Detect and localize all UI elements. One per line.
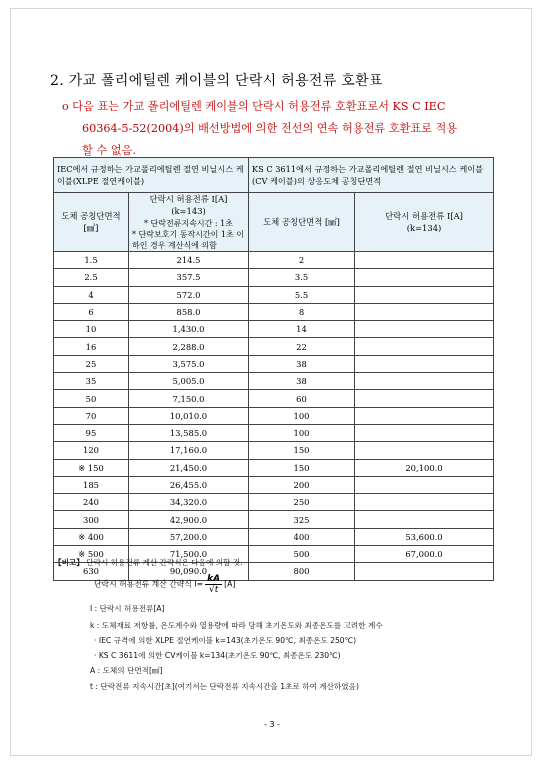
cell-iec-area: 240 [54, 494, 129, 511]
group-header-ks: KS C 3611에서 규정하는 가교폴리에틸렌 절연 비닐시스 케이블(CV 케이블)의 상응도체 공칭단면적 [249, 158, 494, 193]
cell-ks-area: 38 [249, 373, 355, 390]
cell-iec-current: 57,200.0 [129, 528, 249, 545]
cell-ks-current [355, 252, 494, 269]
cell-ks-area: 150 [249, 442, 355, 459]
cell-iec-current: 214.5 [129, 252, 249, 269]
cell-ks-current [355, 286, 494, 303]
table-column-header [54, 193, 494, 252]
cell-iec-current: 3,575.0 [129, 355, 249, 372]
table-row [54, 424, 494, 441]
cell-ks-current [355, 269, 494, 286]
cell-iec-area: 70 [54, 407, 129, 424]
cell-iec-area: 50 [54, 390, 129, 407]
cell-iec-current: 572.0 [129, 286, 249, 303]
formula-unit: [A] [224, 579, 236, 589]
cell-iec-current: 858.0 [129, 303, 249, 320]
table-row [54, 286, 494, 303]
cell-ks-area: 5.5 [249, 286, 355, 303]
cell-iec-current: 10,010.0 [129, 407, 249, 424]
col-header-iec-cond2: * 단락보호기 동작시간이 1초 이하인 경우 계산식에 의함 [132, 230, 244, 250]
table-row [54, 321, 494, 338]
section-title: 2. 가교 폴리에틸렌 케이블의 단락시 허용전류 호환표 [50, 73, 383, 89]
cell-iec-area: 2.5 [54, 269, 129, 286]
table-row [54, 476, 494, 493]
col-header-iec-current [129, 193, 249, 252]
table-row [54, 459, 494, 476]
intro-line-1: o 다음 표는 가교 폴리에틸렌 케이블의 단락시 허용전류 호환표로서 KS C IEC [62, 100, 446, 113]
cell-ks-area: 200 [249, 476, 355, 493]
cell-ks-current [355, 373, 494, 390]
cell-iec-current: 21,450.0 [129, 459, 249, 476]
cell-ks-current: 53,600.0 [355, 528, 494, 545]
col-header-ks-current-title: 단락시 허용전류 I[A] [385, 211, 463, 221]
cell-ks-current [355, 338, 494, 355]
cell-ks-current [355, 321, 494, 338]
table-row [54, 390, 494, 407]
cell-ks-current [355, 563, 494, 580]
cell-ks-current [355, 424, 494, 441]
group-header-iec: IEC에서 규정하는 가교폴리에틸렌 절연 비닐시스 케이블(XLPE 절연케이블) [54, 158, 249, 193]
table-row [54, 252, 494, 269]
cell-ks-current [355, 407, 494, 424]
intro-paragraph [62, 96, 500, 162]
cell-ks-area: 800 [249, 563, 355, 580]
cell-ks-area: 3.5 [249, 269, 355, 286]
cell-iec-area: ※ 500 [54, 546, 129, 563]
cell-iec-area: 120 [54, 442, 129, 459]
table-row [54, 528, 494, 545]
cell-ks-area: 400 [249, 528, 355, 545]
table-row [54, 338, 494, 355]
col-header-ks-current [355, 193, 494, 252]
cell-ks-area: 325 [249, 511, 355, 528]
table-row [54, 303, 494, 320]
cell-iec-current: 13,585.0 [129, 424, 249, 441]
table-body [54, 252, 494, 581]
remark-text: 단락시 허용전류 계산 간략식은 다음에 의할 것. [86, 558, 243, 567]
conversion-table [53, 157, 494, 581]
cell-iec-current: 17,160.0 [129, 442, 249, 459]
cell-ks-current [355, 511, 494, 528]
cell-iec-current: 1,430.0 [129, 321, 249, 338]
cell-ks-area: 22 [249, 338, 355, 355]
cell-iec-area: 1.5 [54, 252, 129, 269]
table-row [54, 494, 494, 511]
cell-iec-current: 34,320.0 [129, 494, 249, 511]
formula-denominator: √t [208, 585, 219, 595]
cell-iec-area: 10 [54, 321, 129, 338]
table-row [54, 511, 494, 528]
cell-ks-current: 67,000.0 [355, 546, 494, 563]
cell-ks-current [355, 303, 494, 320]
cell-ks-current: 20,100.0 [355, 459, 494, 476]
cell-iec-current: 7,150.0 [129, 390, 249, 407]
formula [94, 574, 236, 595]
cell-ks-current [355, 355, 494, 372]
cell-ks-area: 38 [249, 355, 355, 372]
cell-ks-area: 8 [249, 303, 355, 320]
note-k-ks: · KS C 3611에 의한 CV케이블 k=134(초기온도 90℃, 최종온도 230℃) [94, 651, 341, 660]
table-group-header [54, 158, 494, 193]
cell-ks-area: 2 [249, 252, 355, 269]
col-header-ks-area: 도체 공칭단면적 [㎟] [249, 193, 355, 252]
cell-ks-current [355, 494, 494, 511]
cell-iec-area: ※ 150 [54, 459, 129, 476]
col-header-ks-k: (k=134) [406, 223, 442, 233]
formula-fraction [205, 574, 222, 595]
cell-ks-area: 60 [249, 390, 355, 407]
remark-label: 【비고】 [54, 558, 84, 567]
cell-ks-current [355, 476, 494, 493]
cell-iec-current: 357.5 [129, 269, 249, 286]
cell-ks-area: 100 [249, 407, 355, 424]
note-a: A : 도체의 단면적[㎟] [90, 666, 163, 675]
cell-iec-current: 5,005.0 [129, 373, 249, 390]
table-row [54, 355, 494, 372]
note-i: I : 단락시 허용전류[A] [90, 604, 165, 613]
cell-ks-area: 500 [249, 546, 355, 563]
cell-ks-area: 100 [249, 424, 355, 441]
cell-ks-area: 150 [249, 459, 355, 476]
cell-iec-area: 95 [54, 424, 129, 441]
cell-iec-current: 90,090.0 [129, 563, 249, 580]
cell-ks-area: 250 [249, 494, 355, 511]
formula-numerator: kA [207, 574, 221, 584]
formula-label: 단락시 허용전류 계산 간략식 I= [94, 579, 204, 589]
table-row [54, 269, 494, 286]
cell-iec-current: 42,900.0 [129, 511, 249, 528]
col-header-iec-current-title: 단락시 허용전류 I[A] [149, 194, 228, 204]
col-header-iec-area: 도체 공칭단면적 [㎟] [54, 193, 129, 252]
page-number: - 3 - [264, 720, 280, 729]
table-row [54, 407, 494, 424]
cell-iec-current: 71,500.0 [129, 546, 249, 563]
note-k-iec: · IEC 규격에 의한 XLPE 절연케이블 k=143(초기온도 90℃, 최종온도 250℃) [94, 636, 357, 645]
table-row [54, 373, 494, 390]
intro-line-2: 60364-5-52(2004)의 배선방법에 의한 전선의 연속 허용전류 호환표로 적용 [82, 122, 458, 135]
cell-iec-area: ※ 400 [54, 528, 129, 545]
cell-iec-area: 630 [54, 563, 129, 580]
col-header-iec-cond1: * 단락전류지속시간 : 1초 [144, 219, 233, 228]
cell-iec-area: 185 [54, 476, 129, 493]
note-k: k : 도체재료 저항률, 온도계수와 열용량에 따라 당해 초기온도와 최종온도를 고려한 계수 [90, 621, 383, 630]
table-row [54, 442, 494, 459]
cell-iec-current: 2,288.0 [129, 338, 249, 355]
cell-iec-area: 16 [54, 338, 129, 355]
cell-ks-area: 14 [249, 321, 355, 338]
cell-ks-current [355, 442, 494, 459]
intro-line-3: 할 수 없음. [82, 144, 136, 157]
cell-iec-area: 35 [54, 373, 129, 390]
cell-iec-area: 300 [54, 511, 129, 528]
cell-iec-area: 6 [54, 303, 129, 320]
cell-iec-area: 4 [54, 286, 129, 303]
note-t: t : 단락전류 지속시간[초](여기서는 단락전류 지속시간을 1초로 하여 계산하였음) [90, 682, 359, 691]
cell-iec-area: 25 [54, 355, 129, 372]
cell-ks-current [355, 390, 494, 407]
col-header-iec-k: (k=143) [171, 206, 206, 216]
cell-iec-current: 26,455.0 [129, 476, 249, 493]
